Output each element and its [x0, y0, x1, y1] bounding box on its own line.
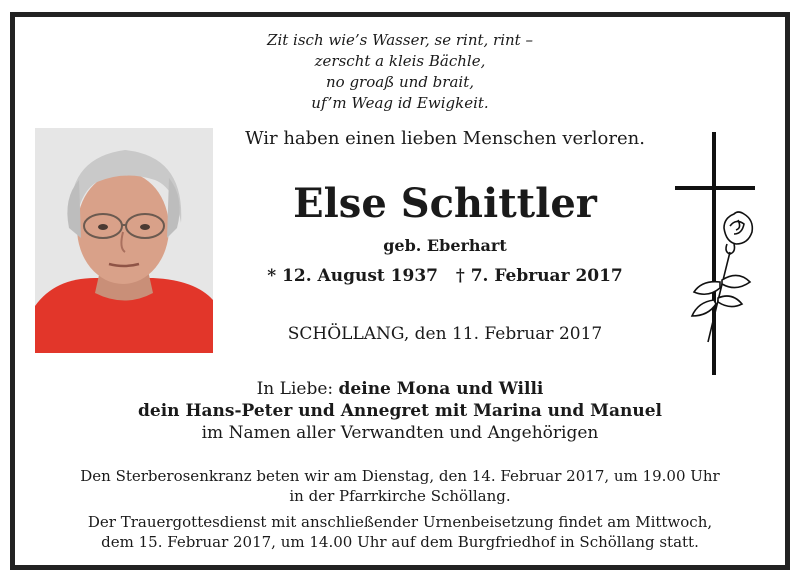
birth-date: * 12. August 1937: [267, 266, 438, 286]
birth-name: geb. Eberhart: [383, 236, 507, 255]
cross-icon: [672, 132, 762, 377]
mourners-line-3: im Namen aller Verwandten und Angehörigen: [201, 423, 599, 443]
service-notes: [0, 466, 800, 552]
mourners: [0, 378, 800, 444]
deceased-name: Else Schittler: [293, 180, 597, 227]
poem-line: uf’m Weag id Ewigkeit.: [311, 94, 489, 112]
rose-icon: [692, 212, 752, 342]
rosary-note-line: Den Sterberosenkranz beten wir am Dienstag, den 14. Februar 2017, um 19.00 Uhr: [80, 467, 720, 485]
death-date: † 7. Februar 2017: [455, 266, 623, 286]
portrait-image: [35, 128, 213, 353]
intro-text: Wir haben einen lieben Menschen verloren.: [245, 128, 645, 149]
poem-line: no groaß und brait,: [326, 73, 474, 91]
portrait-photo: [35, 128, 213, 353]
mourners-line-2: dein Hans-Peter und Annegret mit Marina und Manuel: [138, 401, 662, 421]
funeral-note-line: Der Trauergottesdienst mit anschließender Urnenbeisetzung findet am Mittwoch,: [87, 513, 713, 531]
funeral-note-line: dem 15. Februar 2017, um 14.00 Uhr auf dem Burgfriedhof in Schöllang statt.: [101, 533, 699, 551]
poem-line: Zit isch wie’s Wasser, se rint, rint –: [267, 31, 533, 49]
mourners-line-1: [0, 378, 800, 400]
life-dates: [240, 266, 650, 286]
mourners-primary: deine Mona und Willi: [338, 379, 544, 399]
place-date: SCHÖLLANG, den 11. Februar 2017: [287, 324, 603, 344]
poem: [0, 30, 800, 114]
mourners-prefix: In Liebe:: [256, 379, 334, 399]
poem-line: zerscht a kleis Bächle,: [314, 52, 486, 70]
rosary-note-line: in der Pfarrkirche Schöllang.: [289, 487, 511, 505]
